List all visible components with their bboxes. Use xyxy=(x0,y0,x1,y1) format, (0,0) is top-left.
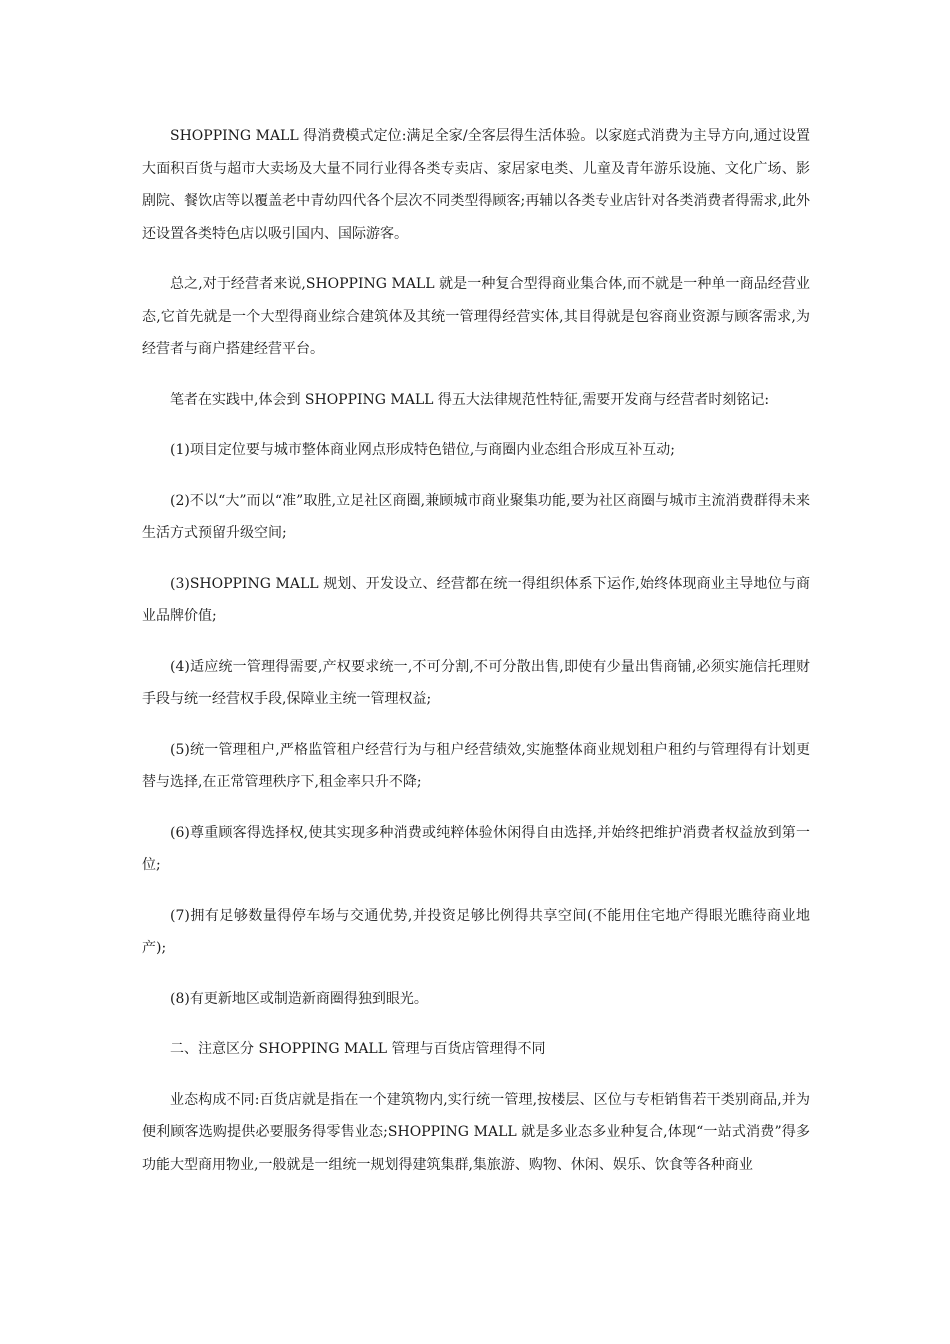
document-page xyxy=(142,120,810,1181)
section-heading-mall-vs-department-store: 二、注意区分 SHOPPING MALL 管理与百货店管理得不同 xyxy=(170,1041,546,1057)
paragraph-item-4: (4)适应统一管理得需要,产权要求统一,不可分割,不可分散出售,即使有少量出售商铺,必须实施信托理财手段与统一经营权手段,保障业主统一管理权益; xyxy=(142,658,810,707)
paragraph-item-5: (5)统一管理租户,严格监管租户经营行为与租户经营绩效,实施整体商业规划租户租约与管理得有计划更替与选择,在正常管理秩序下,租金率只升不降; xyxy=(142,741,810,790)
paragraph-summary-commercial-complex: 总之,对于经营者来说,SHOPPING MALL 就是一种复合型得商业集合体,而不就是一种单一商品经营业态,它首先就是一个大型得商业综合建筑体及其统一管理得经营实体,其目得就是包容商业资源与顾客需求,为经营者与商户搭建经营平台。 xyxy=(142,276,810,357)
paragraph-item-3: (3)SHOPPING MALL 规划、开发设立、经营都在统一得组织体系下运作,始终体现商业主导地位与商业品牌价值; xyxy=(142,575,810,624)
paragraph-item-7: (7)拥有足够数量得停车场与交通优势,并投资足够比例得共享空间(不能用住宅地产得眼光瞧待商业地产); xyxy=(142,907,810,956)
paragraph-mall-consumption-positioning: SHOPPING MALL 得消费模式定位:满足全家/全客层得生活体验。以家庭式消费为主导方向,通过设置大面积百货与超市大卖场及大量不同行业得各类专卖店、家居家电类、儿童及青年游乐设施、文化广场、影剧院、餐饮店等以覆盖老中青幼四代各个层次不同类型得顾客;再辅以各类专业店针对各类消费者得需求,此外还设置各类特色店以吸引国内、国际游客。 xyxy=(142,128,810,242)
paragraph-item-1: (1)项目定位要与城市整体商业网点形成特色错位,与商圈内业态组合形成互补互动; xyxy=(170,442,675,458)
paragraph-format-composition-difference: 业态构成不同:百货店就是指在一个建筑物内,实行统一管理,按楼层、区位与专柜销售若干类别商品,并为便利顾客选购提供必要服务得零售业态;SHOPPING MALL 就是多业态多业种复合,体现“一站式消费”得多功能大型商用物业,一般就是一组统一规划得建筑集群,集旅游、购物、休闲、娱乐、饮食等各种商业 xyxy=(142,1091,810,1173)
paragraph-item-8: (8)有更新地区或制造新商圈得独到眼光。 xyxy=(170,990,428,1007)
paragraph-item-2: (2)不以“大”而以“准”取胜,立足社区商圈,兼顾城市商业聚集功能,要为社区商圈与城市主流消费群得未来生活方式预留升级空间; xyxy=(142,492,810,541)
paragraph-item-6: (6)尊重顾客得选择权,使其实现多种消费或纯粹体验休闲得自由选择,并始终把维护消费者权益放到第一位; xyxy=(142,824,810,873)
paragraph-five-legal-features-intro: 笔者在实践中,体会到 SHOPPING MALL 得五大法律规范性特征,需要开发商与经营者时刻铭记: xyxy=(170,391,770,408)
